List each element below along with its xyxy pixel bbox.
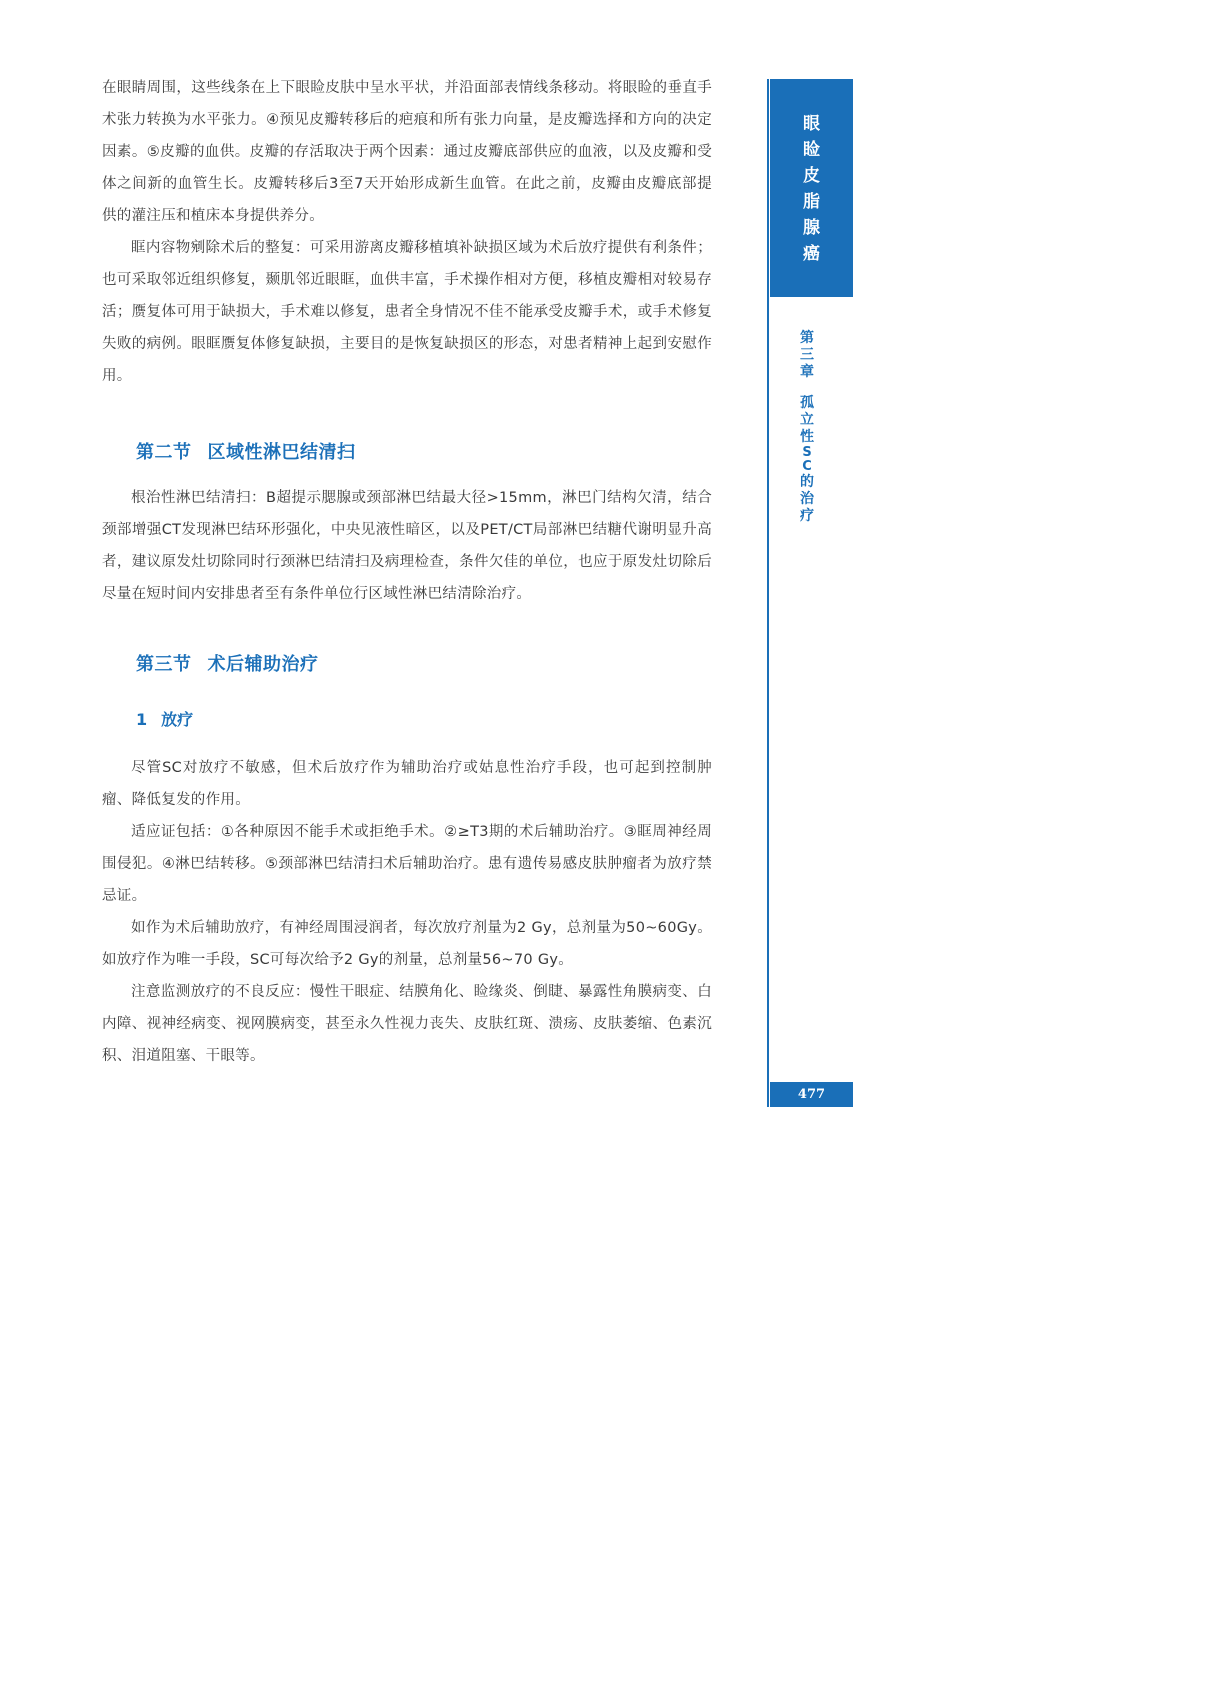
- subsection-heading-radiotherapy: [102, 708, 712, 732]
- chapter-title-char: 立: [800, 412, 814, 428]
- chapter-title-char: 性: [800, 429, 814, 445]
- tab-char: 腺: [803, 218, 820, 238]
- tab-char: 眼: [803, 114, 820, 134]
- section-heading-adjuvant-therapy: [102, 652, 712, 678]
- page-number: 477: [770, 1082, 853, 1107]
- paragraph-adverse-effects: 注意监测放疗的不良反应：慢性干眼症、结膜角化、睑缘炎、倒睫、暴露性角膜病变、白内障、视神经病变、视网膜病变，甚至永久性视力丧失、皮肤红斑、溃疡、皮肤萎缩、色素沉积、泪道阻塞、干眼等。: [102, 984, 712, 1064]
- section-number: 第三节: [136, 654, 192, 675]
- chapter-title-char: S: [802, 445, 812, 460]
- paragraph-radical-dissection: 根治性淋巴结清扫：B超提示腮腺或颈部淋巴结最大径>15mm，淋巴门结构欠清，结合颈部增强CT发现淋巴结环形强化，中央见液性暗区，以及PET/CT局部淋巴结糖代谢明显升高者，建议原发灶切除同时行颈淋巴结清扫及病理检查，条件欠佳的单位，也应于原发灶切除后尽量在短时间内安排患者至有条件单位行区域性淋巴结清除治疗。: [102, 490, 712, 602]
- chapter-title-char: 孤: [800, 395, 814, 411]
- tab-char: 睑: [803, 140, 820, 160]
- chapter-char: 第: [800, 330, 814, 346]
- chapter-char: 三: [800, 347, 814, 363]
- tab-char: 癌: [803, 244, 820, 264]
- section-title: 区域性淋巴结清扫: [207, 442, 356, 463]
- chapter-title-char: 治: [800, 491, 814, 507]
- margin-rule: [767, 79, 769, 1107]
- section-heading-lymph-node-dissection: [102, 440, 712, 466]
- chapter-title-char: 疗: [800, 508, 814, 524]
- paragraph-radiotherapy-intro: 尽管SC对放疗不敏感，但术后放疗作为辅助治疗或姑息性治疗手段，也可起到控制肿瘤、降低复发的作用。: [102, 760, 712, 808]
- paragraph-indications: 适应证包括：①各种原因不能手术或拒绝手术。②≥T3期的术后辅助治疗。③眶周神经周围侵犯。④淋巴结转移。⑤颈部淋巴结清扫术后辅助治疗。患有遗传易感皮肤肿瘤者为放疗禁忌证。: [102, 824, 712, 904]
- subsection-number: 1: [136, 710, 148, 729]
- main-text-column: [102, 72, 712, 1072]
- section-number: 第二节: [136, 442, 192, 463]
- section-title: 术后辅助治疗: [207, 654, 319, 675]
- paragraph-orbital-reconstruction: 眶内容物剜除术后的整复：可采用游离皮瓣移植填补缺损区域为术后放疗提供有利条件；也可采取邻近组织修复，颞肌邻近眼眶，血供丰富，手术操作相对方便，移植皮瓣相对较易存活；赝复体可用于缺损大，手术难以修复，患者全身情况不佳不能承受皮瓣手术，或手术修复失败的病例。眼眶赝复体修复缺损，主要目的是恢复缺损区的形态，对患者精神上起到安慰作用。: [102, 240, 712, 384]
- paragraph-flap-considerations: 在眼睛周围，这些线条在上下眼睑皮肤中呈水平状，并沿面部表情线条移动。将眼睑的垂直手术张力转换为水平张力。④预见皮瓣转移后的疤痕和所有张力向量，是皮瓣选择和方向的决定因素。⑤皮瓣的血供。皮瓣的存活取决于两个因素：通过皮瓣底部供应的血液，以及皮瓣和受体之间新的血管生长。皮瓣转移后3至7天开始形成新生血管。在此之前，皮瓣由皮瓣底部提供的灌注压和植床本身提供养分。: [102, 80, 712, 224]
- tab-char: 皮: [803, 166, 820, 186]
- paragraph-dosage: 如作为术后辅助放疗，有神经周围浸润者，每次放疗剂量为2 Gy，总剂量为50~60Gy。如放疗作为唯一手段，SC可每次给予2 Gy的剂量，总剂量56~70 Gy。: [102, 920, 712, 968]
- tab-char: 脂: [803, 192, 820, 212]
- chapter-title-char: 的: [800, 474, 814, 490]
- subsection-title: 放疗: [161, 710, 194, 729]
- chapter-running-title: [796, 330, 818, 525]
- chapter-title-char: C: [802, 459, 812, 474]
- chapter-tab: [770, 79, 853, 297]
- chapter-char: 章: [800, 364, 814, 380]
